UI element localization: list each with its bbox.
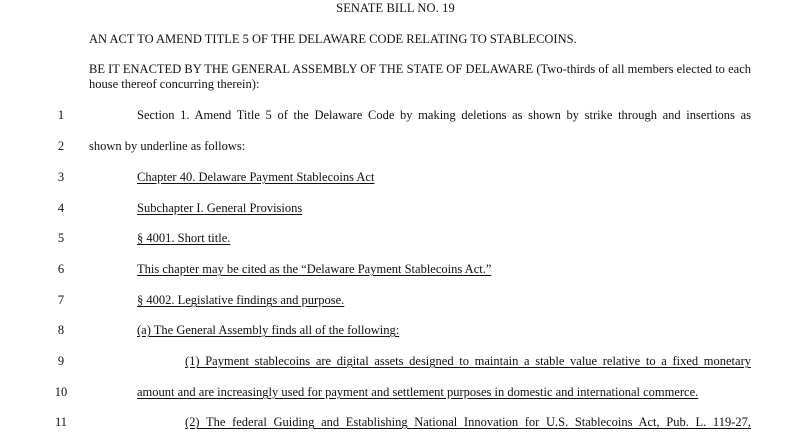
section-heading: § 4002. Legislative findings and purpose.: [137, 293, 345, 307]
bill-line: amount and are increasingly used for payment and settlement purposes in domestic and international commerce.: [137, 385, 699, 399]
act-title: AN ACT TO AMEND TITLE 5 OF THE DELAWARE CODE RELATING TO STABLECOINS.: [89, 32, 577, 46]
subchapter-heading: Subchapter I. General Provisions: [137, 201, 303, 215]
bill-line: (a) The General Assembly finds all of the following:: [137, 323, 400, 337]
bill-line: Section 1. Amend Title 5 of the Delaware Code by making deletions as shown by strike through and insertions as: [137, 108, 751, 122]
section-heading: § 4001. Short title.: [137, 231, 231, 245]
line-number: 4: [57, 201, 65, 215]
bill-line: shown by underline as follows:: [89, 139, 246, 153]
line-number: 10: [54, 385, 68, 399]
bill-line: (2) The federal Guiding and Establishing National Innovation for U.S. Stablecoins Act, Pub. L. 119-27,: [185, 415, 751, 429]
line-number: 3: [57, 170, 65, 184]
line-number: 11: [54, 415, 68, 429]
chapter-heading: Chapter 40. Delaware Payment Stablecoins Act: [137, 170, 375, 184]
line-number: 5: [57, 231, 65, 245]
line-number: 6: [57, 262, 65, 276]
enacting-clause: BE IT ENACTED BY THE GENERAL ASSEMBLY OF THE STATE OF DELAWARE (Two-thirds of all members elected to each house thereof concurring therein):: [89, 62, 751, 91]
line-number: 1: [57, 108, 65, 122]
bill-line: (1) Payment stablecoins are digital assets designed to maintain a stable value relative to a fixed monetary: [185, 354, 751, 368]
line-number: 8: [57, 323, 65, 337]
line-number: 9: [57, 354, 65, 368]
line-number: 7: [57, 293, 65, 307]
bill-line: This chapter may be cited as the “Delaware Payment Stablecoins Act.”: [137, 262, 492, 276]
line-number: 2: [57, 139, 65, 153]
bill-title: SENATE BILL NO. 19: [336, 1, 455, 15]
